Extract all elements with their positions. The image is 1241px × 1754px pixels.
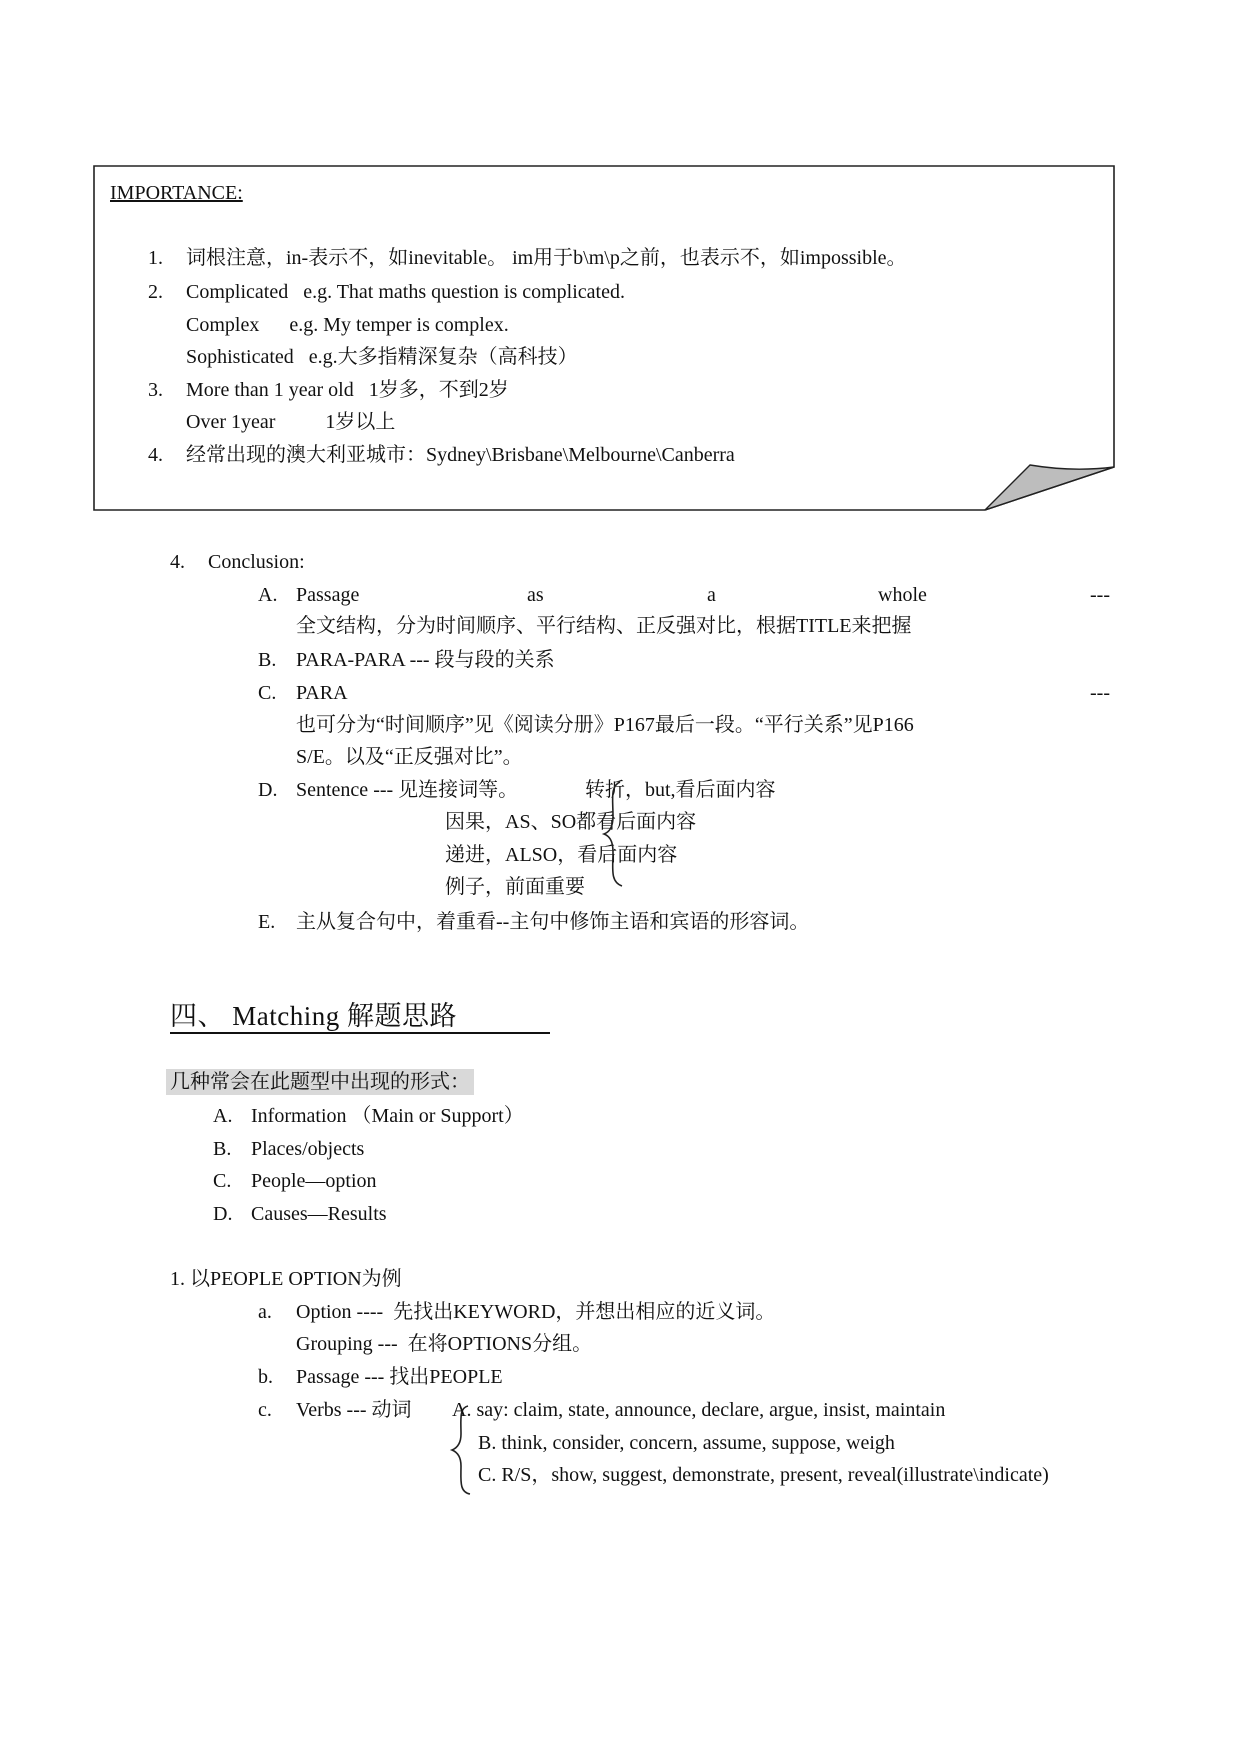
conclusion-a-continued: 全文结构，分为时间顺序、平行结构、正反强对比，根据TITLE来把握 [296,615,912,637]
verb-group-c: C. R/S，show, suggest, demonstrate, present, reveal(illustrate\indicate) [478,1464,1049,1486]
importance-item-2b: Complex e.g. My temper is complex. [186,314,509,336]
conclusion-d-branch-3: 递进，ALSO，看后面内容 [445,844,678,866]
form-c-text: People—option [251,1170,377,1192]
importance-num-4: 4. [148,444,163,466]
conclusion-a-word-4: whole [878,584,927,606]
conclusion-c-continued-1: 也可分为“时间顺序”见《阅读分册》P167最后一段。“平行关系”见P166 [296,714,914,736]
example-title: 1. 以PEOPLE OPTION为例 [170,1268,402,1290]
step-b-text: Passage --- 找出PEOPLE [296,1366,503,1388]
form-b-letter: B. [213,1138,232,1160]
importance-num-1: 1. [148,247,163,269]
conclusion-d-branch-4: 例子，前面重要 [445,876,585,898]
conclusion-c-word: PARA [296,682,348,704]
importance-item-4: 经常出现的澳大利亚城市：Sydney\Brisbane\Melbourne\Canberra [186,444,735,466]
step-c-letter: c. [258,1399,272,1421]
form-a-letter: A. [213,1105,233,1127]
step-a-text: Option ---- 先找出KEYWORD，并想出相应的近义词。 [296,1301,776,1323]
conclusion-num: 4. [170,551,185,573]
conclusion-a-letter: A. [258,584,278,606]
conclusion-a-word-1: Passage [296,584,360,606]
conclusion-b-letter: B. [258,649,277,671]
form-d-letter: D. [213,1203,233,1225]
form-a-text: Information （Main or Support） [251,1105,524,1127]
conclusion-a-dash: --- [1090,584,1110,606]
conclusion-d-branch-1: 转折，but,看后面内容 [585,779,776,801]
importance-title: IMPORTANCE: [110,182,243,204]
verb-group-a: A. say: claim, state, announce, declare, argue, insist, maintain [452,1399,946,1421]
section-heading: 四、 Matching 解题思路 [170,1001,457,1031]
curly-brace-icon [600,778,630,890]
conclusion-a-word-2: as [527,584,544,606]
conclusion-d-branch-2: 因果，AS、SO都看后面内容 [445,811,697,833]
conclusion-d-text: Sentence --- 见连接词等。 [296,779,519,801]
importance-item-2c: Sophisticated e.g.大多指精深复杂（高科技） [186,346,578,368]
importance-item-3b: Over 1year 1岁以上 [186,411,396,433]
conclusion-c-letter: C. [258,682,277,704]
importance-num-3: 3. [148,379,163,401]
verb-group-b: B. think, consider, concern, assume, suppose, weigh [478,1432,895,1454]
step-b-letter: b. [258,1366,273,1388]
section-subheading: 几种常会在此题型中出现的形式： [166,1069,474,1095]
conclusion-c-continued-2: S/E。以及“正反强对比”。 [296,746,523,768]
conclusion-e-text: 主从复合句中，着重看--主句中修饰主语和宾语的形容词。 [296,911,810,933]
step-a-letter: a. [258,1301,272,1323]
form-d-text: Causes—Results [251,1203,387,1225]
conclusion-a-word-3: a [707,584,716,606]
step-c-text: Verbs --- 动词 [296,1399,412,1421]
conclusion-c-dash: --- [1090,682,1110,704]
form-c-letter: C. [213,1170,232,1192]
section-subheading-wrap [166,1072,474,1092]
step-a-text-2: Grouping --- 在将OPTIONS分组。 [296,1333,593,1355]
conclusion-e-letter: E. [258,911,276,933]
form-b-text: Places/objects [251,1138,365,1160]
conclusion-d-letter: D. [258,779,278,801]
importance-item-1: 词根注意，in-表示不，如inevitable。 im用于b\m\p之前，也表示不，如impossible。 [186,247,907,269]
conclusion-b-text: PARA-PARA --- 段与段的关系 [296,649,555,671]
importance-item-3: More than 1 year old 1岁多，不到2岁 [186,379,509,401]
conclusion-title: Conclusion: [208,551,305,573]
importance-num-2: 2. [148,281,163,303]
section-heading-underline [170,1032,550,1034]
importance-item-2: Complicated e.g. That maths question is complicated. [186,281,625,303]
